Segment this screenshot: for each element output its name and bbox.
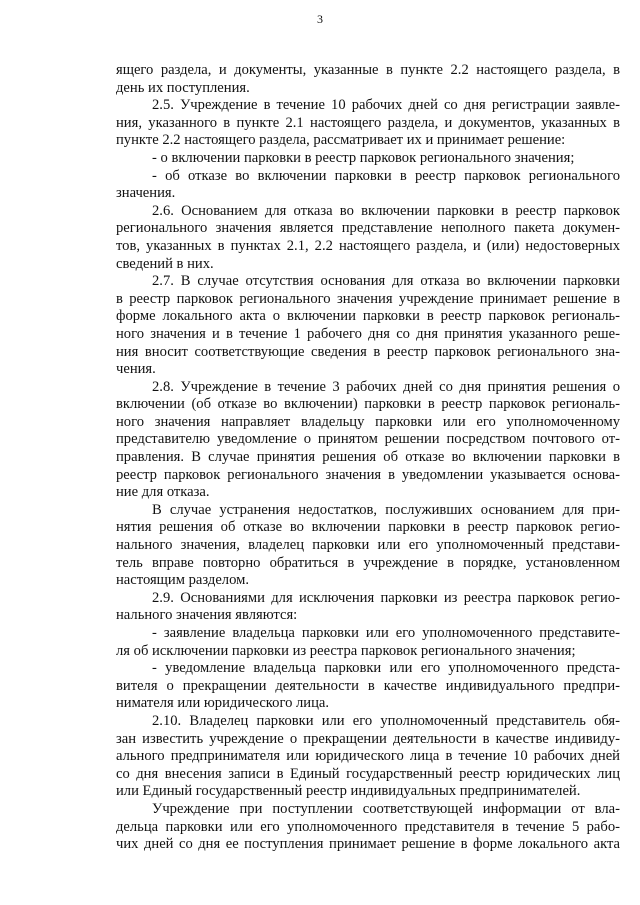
text-line: ля об исключении парковки из реестра парковок регионального значения; [116, 642, 576, 659]
text-line: реестр парковок регионального значения в уведомлении указывается основа- [116, 466, 620, 483]
text-line: форме локального акта о включении парковки в реестр парковок региональ- [116, 308, 620, 325]
document-body [116, 62, 620, 854]
text-line: тель вправе повторно обратиться в учреждение в порядке, установленном [116, 554, 620, 571]
text-line: включении (об отказе во включении) парковки в реестр парковок региональ- [116, 396, 620, 413]
text-line: - о включении парковки в реестр парковок регионального значения; [152, 149, 575, 166]
text-line: ного значения и в течение 1 рабочего дня со дня принятия указанного реше- [116, 325, 620, 342]
text-line: значения. [116, 185, 176, 202]
text-line: В случае устранения недостатков, послуживших основанием для при- [152, 501, 620, 518]
text-line: нимателя или юридического лица. [116, 695, 330, 712]
text-line: 2.7. В случае отсутствия основания для отказа во включении парковки [152, 273, 620, 290]
text-line: день их поступления. [116, 79, 250, 96]
text-line: ние для отказа. [116, 484, 210, 501]
text-line: - уведомление владельца парковки или его уполномоченного предста- [152, 660, 620, 677]
text-line: 2.10. Владелец парковки или его уполномоченный представитель обя- [152, 712, 620, 729]
text-line: в реестр парковок регионального значения учреждение принимает решение в [116, 290, 620, 307]
text-line: дельца парковки или его уполномоченного представителя в течение 5 рабо- [116, 818, 620, 835]
text-line: настоящим разделом. [116, 572, 249, 589]
text-line: чих дней со дня ее поступления принимает решение в форме локального акта [116, 836, 620, 853]
text-line: 2.8. Учреждение в течение 3 рабочих дней со дня принятия решения о [152, 378, 620, 395]
text-line: или Единый государственный реестр индивидуальных предпринимателей. [116, 783, 581, 800]
text-line: чения. [116, 361, 156, 378]
text-line: представителю уведомление о принятом решении посредством почтового от- [116, 431, 620, 448]
text-line: зан известить учреждение о прекращении деятельности в качестве индивиду- [116, 730, 620, 747]
text-line: со дня внесения записи в Единый государственный реестр юридических лиц [116, 765, 620, 782]
text-line: вителя о прекращении деятельности в качестве индивидуального предпри- [116, 677, 620, 694]
text-line: тов, указанных в пунктах 2.1, 2.2 настоящего раздела, и (или) недостоверных [116, 237, 620, 254]
text-line: ного значения направляет владельцу парковки или его уполномоченному [116, 413, 620, 430]
text-line: Учреждение при поступлении соответствующей информации от вла- [152, 800, 620, 817]
text-line: сведений в них. [116, 255, 214, 272]
text-line: правления. В случае принятия решения об отказе во включении парковки в [116, 449, 620, 466]
text-line: 2.9. Основаниями для исключения парковки из реестра парковок регио- [152, 589, 620, 606]
page-number: 3 [317, 12, 323, 26]
text-line: пункте 2.2 настоящего раздела, рассматривает их и принимает решение: [116, 132, 566, 149]
text-line: - об отказе во включении парковки в реестр парковок регионального [152, 167, 620, 184]
text-line: ящего раздела, и документы, указанные в пункте 2.2 настоящего раздела, в [116, 62, 620, 78]
text-line: ального предпринимателя или юридического лица в течение 10 рабочих дней [116, 748, 620, 765]
text-line: нального значения являются: [116, 607, 298, 624]
text-line: регионального значения является представление неполного пакета докумен- [116, 220, 620, 237]
text-line: нального значения, владелец парковки или его уполномоченный представи- [116, 537, 620, 554]
text-line: 2.5. Учреждение в течение 10 рабочих дней со дня регистрации заявле- [152, 97, 620, 114]
text-line: ния, указанного в пункте 2.1 настоящего раздела, и документов, указанных в [116, 114, 620, 131]
text-line: нятия решения об отказе во включении парковки в реестр парковок регио- [116, 519, 620, 536]
text-line: ния вносит соответствующие сведения в реестр парковок регионального зна- [116, 343, 620, 360]
text-line: 2.6. Основанием для отказа во включении парковки в реестр парковок [152, 202, 620, 219]
text-line: - заявление владельца парковки или его уполномоченного представите- [152, 625, 620, 641]
